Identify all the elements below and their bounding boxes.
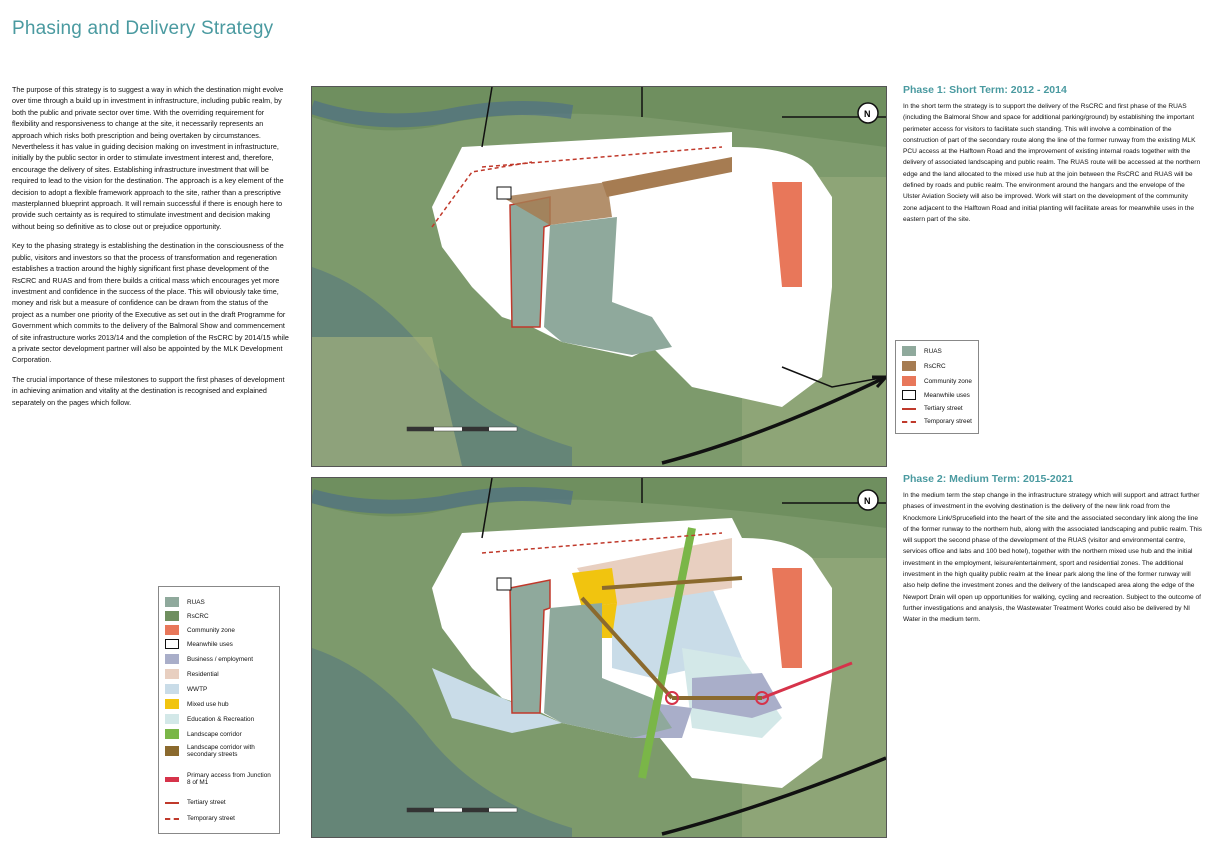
legend-item: Tertiary street	[165, 799, 226, 806]
legend-item: Mixed use hub	[165, 699, 229, 709]
legend-item: Tertiary street	[902, 405, 963, 412]
phase2-text: In the medium term the step change in the infrastructure strategy which will support and attract further phases of investment in the evolving destination is the delivery of the new link road from the Knockmore Link/Sprucefield into the heart of the site and the associated secondary link along the line of the former runway to the northern hub, along with the associated landscaping and public realm. This will support the second phase of the development of the RUAS (visitor and environmental centre, services office and labs and 100 bed hotel), together with the northern mixed use hub and the initial investment in the employment, leisure/entertainment, sport and residential zones. The additional investment in the high quality public realm at the linear park along the line of the former runway will also help define the investment zones and the delivery of the landscaped area along the edge of the Newport Drain will open up opportunities for walking, cycling and recreation. Subject to the outcome of further investigations and analysis, the Wastewater Treatment Works could also be delivered by NI Water in the medium term.	[903, 492, 1202, 624]
legend-item: Business / employment	[165, 654, 253, 664]
phase2-legend	[158, 586, 280, 834]
north-arrow-label: N	[864, 496, 871, 506]
legend-item: Temporary street	[902, 418, 972, 425]
phase2-heading: Phase 2: Medium Term: 2015-2021	[903, 473, 1074, 485]
page-title: Phasing and Delivery Strategy	[12, 18, 274, 39]
legend-item: Landscape corridor	[165, 729, 242, 739]
phase1-heading: Phase 1: Short Term: 2012 - 2014	[903, 84, 1067, 96]
legend-item: Meanwhile uses	[165, 639, 233, 649]
legend-item: WWTP	[165, 684, 207, 694]
phase1-map	[311, 86, 887, 467]
legend-item: Community zone	[165, 625, 235, 635]
legend-item: Education & Recreation	[165, 714, 254, 724]
phase1-text: In the short term the strategy is to support the delivery of the RsCRC and first phase of the RUAS (including the Balmoral Show and space for additional parking/ground) by establishing the important perimeter access for visitors to facilitate such standing. This will involve a combination of the construction of part of the secondary route along the line of the former runway from the existing MLK PCU access at the Halftown Road and the improvement of existing internal roads together with the delivery of associated landscaping and public realm. The RUAS route will be accessed at the northern edge and the land allocated to the mixed use hub at the join between the RsCRC and RUAS will be defined by roads and public realm. The environment around the hangars and the envelope of the Ulster Aviation Society will also be improved. Work will start on the development of the community zone adjacent to the Halftown Road and initial planting will facilitate areas for meanwhile uses in the eastern part of the site.	[903, 103, 1201, 223]
intro-paragraph: Key to the phasing strategy is establishing the destination in the consciousness of the public, visitors and investors so that the process of transformation and regeneration establishes a traction around the highly significant first phase development of the RsCRC and RUAS and from there builds a critical mass which encourages yet more investment and confidence in the success of the place. This will obviously take time, money and risk but a measure of confidence can be drawn from the status of the project as a number one priority of the Executive as set out in the draft Programme for Government which commits to the delivery of the Balmoral Show and commencement of site infrastructure works 2013/14 and the completion of the RsCRC by 2014/15 while a private sector development partner will also be appointed by the MLK Development Corporation.	[12, 241, 289, 365]
legend-item: RUAS	[902, 346, 942, 356]
legend-item: RsCRC	[902, 361, 946, 371]
legend-item: Residential	[165, 669, 219, 679]
legend-item: Landscape corridor with secondary streets	[165, 744, 273, 758]
intro-paragraph: The purpose of this strategy is to suggest a way in which the destination might evolve over time through a build up in investment in infrastructure, including public realm, by both the public and private sector over time. With the overriding requirement for flexibility and responsiveness to change at the site, it necessarily represents an approach which risks both prescription and being overtaken by circumstances. Nevertheless it has value in guiding decision making on investment in infrastructure, initially by the public sector in order to stimulate investment interest and, therefore, encourage the delivery of sites. Establishing infrastructure investment that will be required to lead to the vision for the destination. The approach is a key element of the decision to adopt a flexible framework approach to the site, rather than a prescriptive masterplanned blueprint approach. It will remain successful if there is enough here to provide such certainty as is required to stimulate investment and decision making without being so definitive as to close out or prejudice opportunity.	[12, 85, 284, 231]
legend-item: Meanwhile uses	[902, 390, 970, 400]
phase2-map	[311, 477, 887, 838]
intro-text	[12, 84, 290, 416]
legend-item: RsCRC	[165, 611, 209, 621]
intro-paragraph: The crucial importance of these milestones to support the first phases of development in achieving animation and vitality at the destination is recognised and explained separately on the pages which follow.	[12, 374, 285, 407]
phase1-legend	[895, 340, 979, 434]
legend-item: Primary access from Junction 8 of M1	[165, 772, 273, 786]
legend-item: Temporary street	[165, 815, 235, 822]
legend-item: Community zone	[902, 376, 972, 386]
legend-item: RUAS	[165, 597, 205, 607]
north-arrow-label: N	[864, 109, 871, 119]
